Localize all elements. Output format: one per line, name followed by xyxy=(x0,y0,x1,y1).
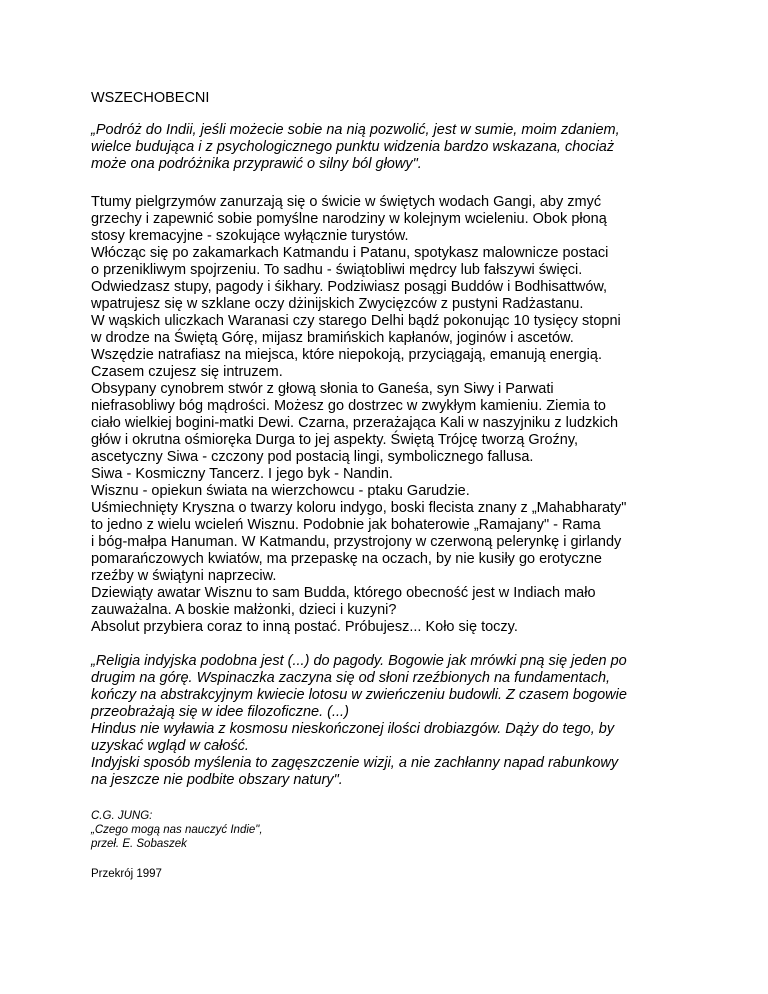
closing-quote-line: kończy na abstrakcyjnym kwiecie lotosu w zwieńczeniu budowli. Z czasem bogowie xyxy=(91,687,627,703)
citation-work: „Czego mogą nas nauczyć Indie", xyxy=(91,824,263,836)
citation-author: C.G. JUNG: xyxy=(91,810,153,822)
body-line: w drodze na Świętą Górę, mijasz bramińskich kapłanów, joginów i ascetów. xyxy=(91,330,574,346)
document-page xyxy=(91,90,691,881)
body-line: głów i okrutna ośmioręka Durga to jej aspekty. Świętą Trójcę tworzą Groźny, xyxy=(91,432,579,448)
body-line: ciało wielkiej bogini-matki Dewi. Czarna, przerażająca Kali w naszyjniku z ludzkich xyxy=(91,415,619,431)
opening-quote-line: wielce budująca i z psychologicznego punktu widzenia bardzo wskazana, chociaż xyxy=(91,139,615,155)
body-line: niefrasobliwy bóg mądrości. Możesz go dostrzec w zwykłym kamieniu. Ziemia to xyxy=(91,398,606,414)
body-line: rzeźby w świątyni naprzeciw. xyxy=(91,568,277,584)
body-line: W wąskich uliczkach Waranasi czy starego Delhi bądź pokonując 10 tysięcy stopni xyxy=(91,313,621,329)
body-line: i bóg-małpa Hanuman. W Katmandu, przystrojony w czerwoną pelerynkę i girlandy xyxy=(91,534,622,550)
closing-quote-line: „Religia indyjska podobna jest (...) do pagody. Bogowie jak mrówki pną się jeden po xyxy=(91,653,627,669)
body-line: Absolut przybiera coraz to inną postać. Próbujesz... Koło się toczy. xyxy=(91,619,518,635)
body-line: pomarańczowych kwiatów, ma przepaskę na oczach, by nie kusiły go erotyczne xyxy=(91,551,602,567)
closing-quote xyxy=(91,653,691,789)
body-line: wpatrujesz się w szklane oczy dżinijskich Zwycięzców z pustyni Radżastanu. xyxy=(91,296,584,312)
body-line: Ttumy pielgrzymów zanurzają się o świcie w świętych wodach Gangi, aby zmyć xyxy=(91,194,602,210)
closing-quote-line: drugim na górę. Wspinaczka zaczyna się od słoni rzeźbionych na fundamentach, xyxy=(91,670,611,686)
body-line: Włócząc się po zakamarkach Katmandu i Patanu, spotykasz malownicze postaci xyxy=(91,245,609,261)
body-line: o przenikliwym spojrzeniu. To sadhu - świątobliwi mędrcy lub fałszywi święci. xyxy=(91,262,583,278)
body-line: Uśmiechnięty Kryszna o twarzy koloru indygo, boski flecista znany z „Mahabharaty" xyxy=(91,500,627,516)
closing-quote-line: na jeszcze nie podbite obszary natury". xyxy=(91,772,343,788)
closing-quote-line: Indyjski sposób myślenia to zagęszczenie wizji, a nie zachłanny napad rabunkowy xyxy=(91,755,619,771)
body-line: Wisznu - opiekun świata na wierzchowcu - ptaku Garudzie. xyxy=(91,483,470,499)
body-line: to jedno z wielu wcieleń Wisznu. Podobnie jak bohaterowie „Ramajany" - Rama xyxy=(91,517,601,533)
document-title: WSZECHOBECNI xyxy=(91,90,210,106)
closing-quote-line: Hindus nie wyławia z kosmosu nieskończonej ilości drobiazgów. Dąży do tego, by xyxy=(91,721,615,737)
body-line: Siwa - Kosmiczny Tancerz. I jego byk - Nandin. xyxy=(91,466,393,482)
main-body-text xyxy=(91,194,691,636)
body-line: ascetyczny Siwa - czczony pod postacią lingi, symbolicznego fallusa. xyxy=(91,449,534,465)
body-line: Czasem czujesz się intruzem. xyxy=(91,364,283,380)
body-line: Wszędzie natrafiasz na miejsca, które niepokoją, przyciągają, emanują energią. xyxy=(91,347,602,363)
body-line: Dziewiąty awatar Wisznu to sam Budda, którego obecność jest w Indiach mało xyxy=(91,585,596,601)
body-line: stosy kremacyjne - szokujące wyłącznie turystów. xyxy=(91,228,409,244)
body-line: zauważalna. A boskie małżonki, dzieci i kuzyni? xyxy=(91,602,397,618)
closing-quote-line: uzyskać wgląd w całość. xyxy=(91,738,249,754)
body-line: Odwiedzasz stupy, pagody i śikhary. Podziwiasz posągi Buddów i Bodhisattwów, xyxy=(91,279,608,295)
opening-quote-line: może ona podróżnika przyprawić o silny ból głowy". xyxy=(91,156,422,172)
body-line: Obsypany cynobrem stwór z głową słonia to Ganeśa, syn Siwy i Parwati xyxy=(91,381,554,397)
source-note: Przekrój 1997 xyxy=(91,868,162,880)
citation-translator: przeł. E. Sobaszek xyxy=(91,838,187,850)
closing-quote-line: przeobrażają się w idee filozoficzne. (...) xyxy=(91,704,349,720)
opening-quote-line: „Podróż do Indii, jeśli możecie sobie na nią pozwolić, jest w sumie, moim zdaniem, xyxy=(91,122,620,138)
citation xyxy=(91,809,691,851)
opening-quote xyxy=(91,122,691,173)
body-line: grzechy i zapewnić sobie pomyślne narodziny w kolejnym wcieleniu. Obok płoną xyxy=(91,211,607,227)
